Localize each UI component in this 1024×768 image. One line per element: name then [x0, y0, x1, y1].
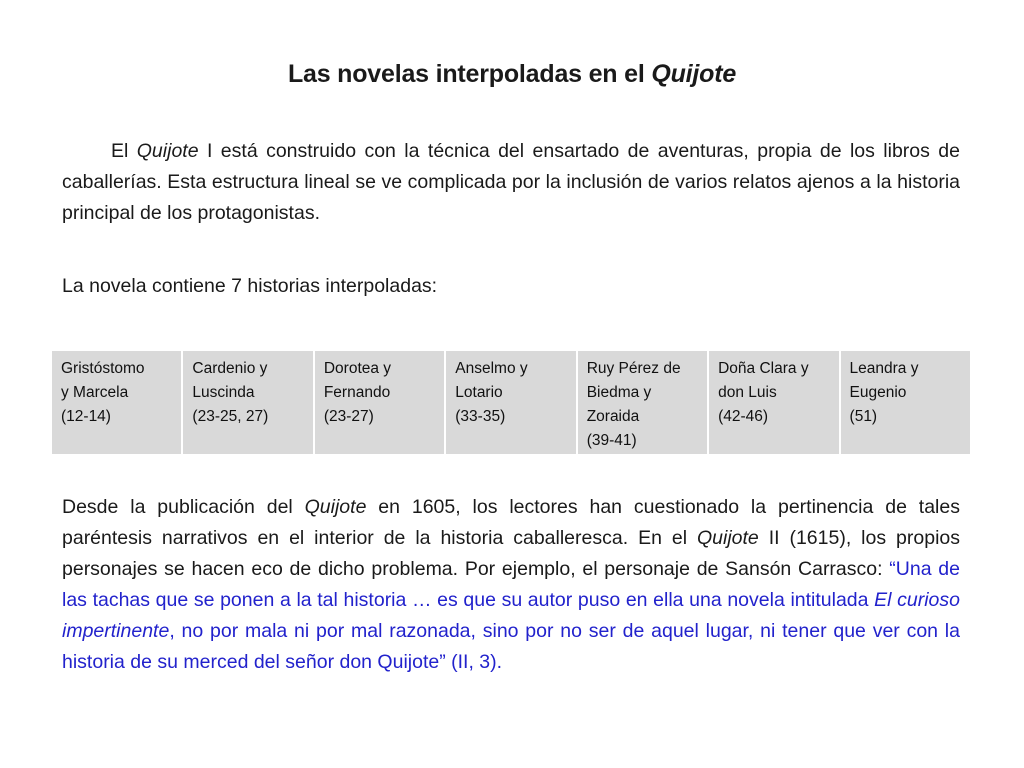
pub-text-3: II (1615), los propios personajes se hacen eco de dicho problema. Por ejemplo, el personaje de Sansón Carrasco:	[62, 527, 960, 580]
cell-line: Gristóstomo	[61, 360, 145, 377]
cell-line: Dorotea y	[323, 360, 392, 377]
cell-line: Biedma y	[586, 384, 652, 401]
intro-rest: I está construido con la técnica del ensartado de aventuras, propia de los libros de caballerías. Esta estructura lineal se ve complicada por la inclusión de varios relatos ajenos a la historia principal de los protagonistas.	[62, 140, 960, 224]
cell-line: Lotario	[455, 384, 503, 401]
table-cell	[52, 351, 183, 454]
cell-line: Doña Clara y	[718, 360, 809, 377]
table-cell	[709, 351, 840, 454]
cell-line: Ruy Pérez de	[586, 360, 681, 377]
pub-text-2: en 1605, los lectores han cuestionado la pertinencia de tales paréntesis narrativos en el interior de la historia caballeresca. En el	[62, 496, 960, 549]
pub-italic-1: Quijote	[304, 496, 367, 518]
cell-line: y Marcela	[61, 384, 129, 401]
pub-text-1: Desde la publicación del	[62, 496, 305, 518]
table-cell	[315, 351, 446, 454]
cell-line: (42-46)	[718, 408, 769, 425]
intro-lead: El	[111, 140, 137, 162]
cell-line: Zoraida	[586, 408, 640, 425]
stories-table	[52, 351, 970, 454]
cell-line: (23-27)	[323, 408, 374, 425]
cell-line: Anselmo y	[455, 360, 528, 377]
cell-line: (12-14)	[61, 408, 111, 425]
table-cell	[183, 351, 314, 454]
cell-line: (51)	[849, 408, 878, 425]
cell-line: don Luis	[718, 384, 777, 401]
quote-text-2: , no por mala ni por mal razonada, sino por no ser de aquel lugar, ni tener que ver con la historia de su merced del señor don Quijote” (II, 3).	[62, 620, 960, 673]
quote-text-1: “Una de las tachas que se ponen a la tal historia … es que su autor puso en ella una novela intitulada	[62, 558, 961, 611]
intro-italic: Quijote	[136, 140, 199, 162]
title-italic: Quijote	[651, 60, 737, 88]
publication-paragraph	[62, 492, 960, 678]
cell-line: Eugenio	[849, 384, 907, 401]
cell-line: Cardenio y	[192, 360, 268, 377]
title-text: Las novelas interpoladas en el	[287, 60, 652, 88]
table-cell	[841, 351, 970, 454]
cell-line: Leandra y	[849, 360, 919, 377]
slide-title	[0, 60, 1024, 89]
intro-paragraph	[62, 136, 960, 229]
cell-line: (33-35)	[455, 408, 506, 425]
stories-count-paragraph: La novela contiene 7 historias interpoladas:	[62, 275, 438, 297]
cell-line: (39-41)	[586, 432, 637, 449]
cell-line: Fernando	[323, 384, 391, 401]
cell-line: Luscinda	[192, 384, 255, 401]
quote-italic: El curioso impertinente	[62, 589, 960, 642]
table-cell	[578, 351, 709, 454]
pub-italic-2: Quijote	[696, 527, 759, 549]
cell-line: (23-25, 27)	[192, 408, 269, 425]
table-cell	[446, 351, 577, 454]
